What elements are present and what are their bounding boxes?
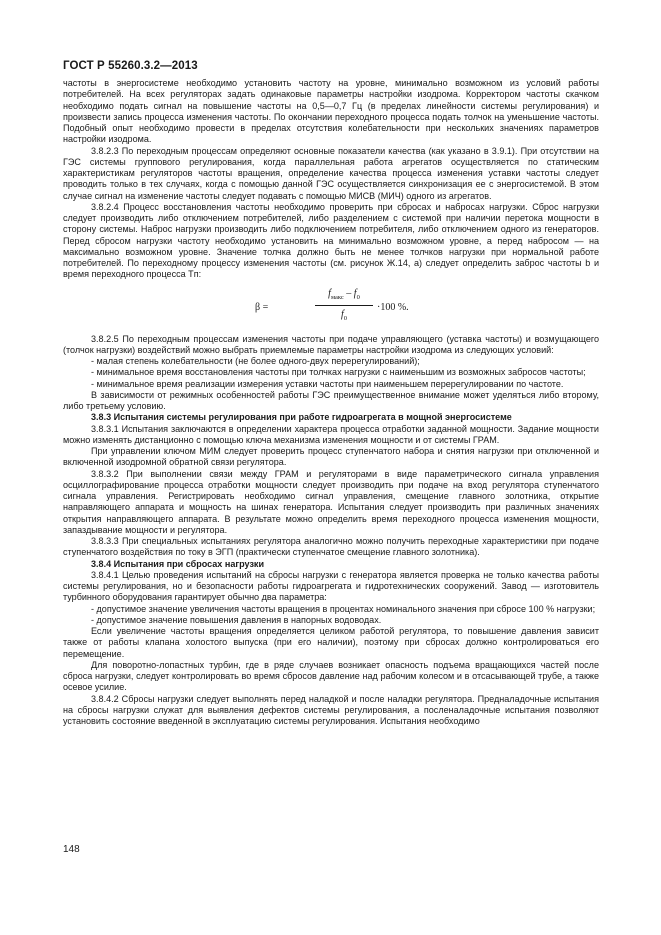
paragraph: 3.8.4.2 Сбросы нагрузки следует выполнять перед наладкой и после наладки регулятора. Предналадочные испытания на сбросы нагрузки служат для выявления дефектов системы регулирования, а посленаладочные испытания позволяют установить состояние введенной в эксплуатацию системы регулирования. Испытания необходимо (63, 693, 599, 726)
paragraph: 3.8.3.3 При специальных испытаниях регулятора аналогично можно получить переходные характеристики при подаче ступенчатого воздействия по току в ЭГП (практически ступенчатое смещение главного золотника). (63, 536, 599, 558)
paragraph: частоты в энергосистеме необходимо установить частоту на уровне, минимально возможном из условий работы потребителей. На всех регуляторах задать одинаковые параметры настройки изодрома. Корректором частоты скачком необходимо подать сигнал на повышение частоты на 0,5—0,7 Гц (в пределах линейности системы регулирования) и произвести запись процесса изменения частоты. По окончании переходного процесса подать толчок на уменьшение частоты. Подобный опыт необходимо провести в пределах отсутствия колебательности при нескольких значениях параметров настройки изодрома. (63, 78, 599, 145)
paragraph: 3.8.2.4 Процесс восстановления частоты необходимо проверить при сбросах и набросах нагрузки. Сброс нагрузки следует производить либо отключением потребителей, либо разделением с системой при наличии перетока мощности в сторону системы. Наброс нагрузки производить либо подключением потребителя, либо отключением одного из генераторов. Перед сбросом нагрузки частоту необходимо установить на минимально возможном уровне, а перед набросом — на максимально возможном уровне. Значение толчка должно быть не менее толчков нагрузки при нормальной работе потребителей. По переходному процессу изменения частоты (см. рисунок Ж.14, а) следует определить заброс частоты b и время переходного процесса Tп: (63, 201, 599, 280)
paragraph: В зависимости от режимных особенностей работы ГЭС преимущественное внимание может уделяться либо второму, либо третьему условию. (63, 389, 599, 411)
paragraph: Для поворотно-лопастных турбин, где в ряде случаев возникает опасность подъема вращающихся частей после сброса нагрузки, следует контролировать во время сбросов давление над рабочим колесом и в отсасывающей трубе, а также осевое усилие. (63, 659, 599, 693)
document-body (63, 78, 599, 727)
list-item: - допустимое значение увеличения частоты вращения в процентах номинального значения при сбросе 100 % нагрузки; (91, 603, 596, 614)
list-item: - минимальное время восстановления частоты при толчках нагрузки с наименьшим из возможных забросов частоты; (91, 367, 586, 378)
paragraph: 3.8.2.3 По переходным процессам определяют основные показатели качества (как указано в 3.9.1). При отсутствии на ГЭС системы группового регулирования, когда параллельная работа агрегатов осуществляется по статическим характеристикам регуляторов частоты вращения, определение качества процесса изменения уставки частоты следует проводить только в тех случаях, когда с помощью данной ГЭС осуществляется синхронизация ее с энергосистемой. В этом случае сигнал на изменение частоты следует подавать с помощью МИСВ (МИЧ) одного из агрегатов. (63, 145, 599, 201)
formula-denominator: $f_0$ (340, 308, 348, 322)
paragraph: 3.8.4.1 Целью проведения испытаний на сбросы нагрузки с генератора является проверка не только качества работы системы регулирования, но и безопасности работы гидроагрегата и гидротехнических сооружений. Завод — изготовитель турбинного оборудования гарантирует обычно два параметра: (63, 569, 599, 603)
list-item: - допустимое значение повышения давления в напорных водоводах. (91, 614, 382, 625)
formula-lhs: β = (255, 301, 269, 313)
formula-tail: ·100 %. (377, 301, 409, 313)
paragraph: 3.8.3.1 Испытания заключаются в определении характера процесса отработки заданной мощности. Задание мощности можно изменять дистанционно с помощью ключа механизма изменения мощности и от системы ГРАМ. (63, 423, 599, 445)
list-item: - минимальное время реализации измерения уставки частоты при наименьшем перерегулировании по частоте. (91, 378, 564, 389)
paragraph: Если увеличение частоты вращения определяется целиком работой регулятора, то повышение давления зависит также от работы клапана холостого выпуска (при его наличии), поэтому при сбросах должно контролироваться его перемещение. (63, 626, 599, 659)
paragraph: 3.8.2.5 По переходным процессам изменения частоты при подаче управляющего (уставка частоты) и возмущающего (толчок нагрузки) воздействий можно выбрать приемлемые параметры настройки изодрома из следующих условий: (63, 333, 599, 355)
list-item: - малая степень колебательности (не более одного-двух перерегулирований); (91, 356, 420, 366)
paragraph: При управлении ключом МИМ следует проверить процесс ступенчатого набора и снятия нагрузки при отключенной и включенной изодромной обратной связи регулятора. (63, 446, 599, 468)
overshoot-formula (63, 284, 599, 332)
formula-fraction (315, 288, 373, 325)
section-heading: 3.8.4 Испытания при сбросах нагрузки (91, 558, 265, 569)
section-heading: 3.8.3 Испытания системы регулирования при работе гидроагрегата в мощной энергосистеме (91, 412, 512, 423)
document-header: ГОСТ Р 55260.3.2—2013 (63, 60, 198, 72)
page-number: 148 (63, 844, 80, 855)
paragraph: 3.8.3.2 При выполнении связи между ГРАМ и регуляторами в виде параметрического сигнала управления осциллографирование процесса отработки мощности следует производить при подаче на вход регулятора ступенчатого сигнала управления. Регистрировать необходимо сигнал управления, смещение главного золотника, открытие направляющего аппарата и мощность на шинах генератора. Испытания следует производить при различных значениях открытия направляющего аппарата. В результате можно определить время переходного процесса изменения мощности, запаздывание мощности и регулятора. (63, 468, 599, 535)
formula-numerator: $f_{макс} - f_0$ (315, 288, 373, 306)
